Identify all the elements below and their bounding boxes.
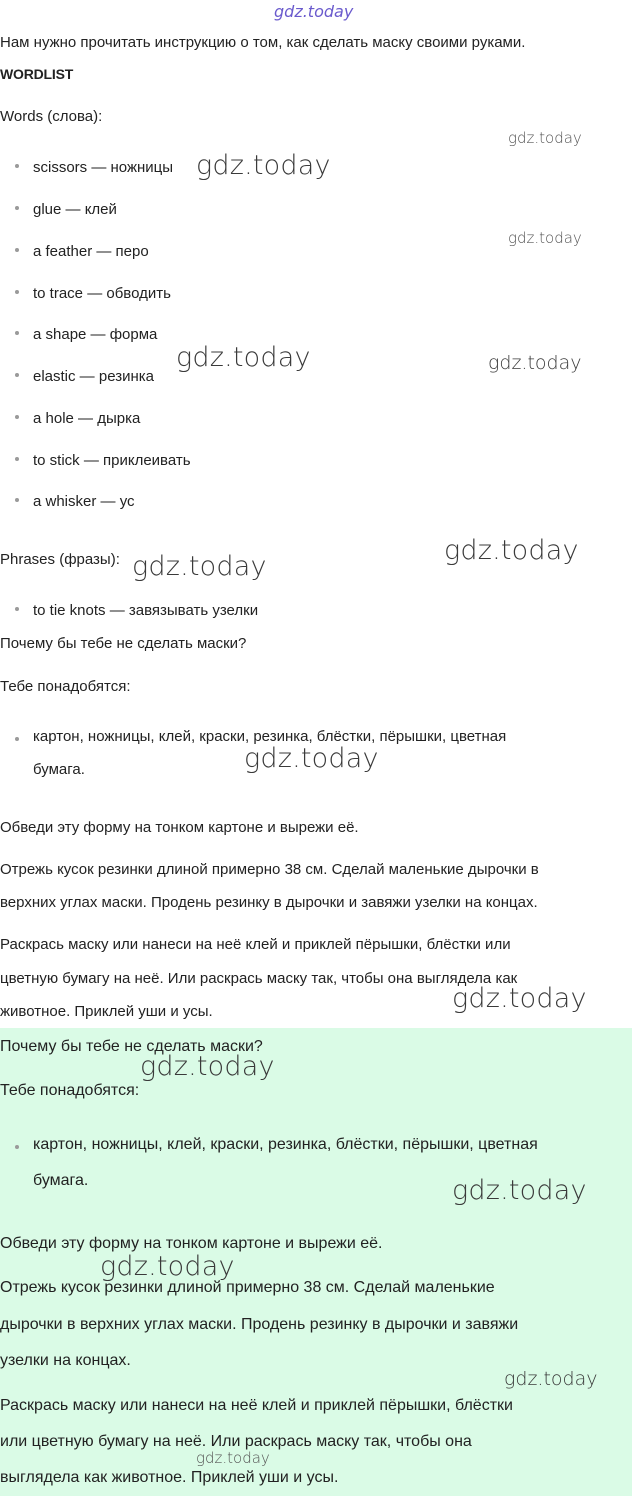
bullet-icon bbox=[15, 737, 19, 741]
watermark: gdz.today bbox=[488, 352, 582, 374]
bullet-icon bbox=[15, 164, 19, 168]
step-2-line: верхних углах маски. Продень резинку в дырочки и завяжи узелки на концах. bbox=[0, 894, 538, 911]
phrases-label: Phrases (фразы): bbox=[0, 551, 120, 568]
intro-text: Нам нужно прочитать инструкцию о том, как сделать маску своими руками. bbox=[0, 34, 526, 51]
watermark: gdz.today bbox=[176, 342, 311, 373]
watermark: gdz.today bbox=[244, 743, 379, 774]
bullet-icon bbox=[15, 206, 19, 210]
need-line: Тебе понадобятся: bbox=[0, 678, 131, 695]
bullet-icon bbox=[15, 331, 19, 335]
step-2-line: узелки на концах. bbox=[0, 1352, 131, 1369]
list-item: a shape — форма bbox=[15, 326, 157, 343]
list-item: a hole — дырка bbox=[15, 410, 140, 427]
step-1: Обведи эту форму на тонком картоне и вырежи её. bbox=[0, 1235, 383, 1252]
list-item: glue — клей bbox=[15, 201, 117, 218]
list-item: a feather — перо bbox=[15, 243, 149, 260]
site-logo[interactable]: gdz.today bbox=[274, 2, 354, 21]
step-3-line: выглядела как животное. Приклей уши и усы. bbox=[0, 1469, 339, 1486]
watermark: gdz.today bbox=[444, 535, 579, 566]
watermark: gdz.today bbox=[508, 229, 582, 247]
bullet-icon bbox=[15, 290, 19, 294]
list-item: scissors — ножницы bbox=[15, 159, 173, 176]
list-item: to stick — приклеивать bbox=[15, 452, 191, 469]
watermark: gdz.today bbox=[504, 1368, 598, 1390]
step-3-line: или цветную бумагу на неё. Или раскрась маску так, чтобы она bbox=[0, 1433, 472, 1450]
need-line: Тебе понадобятся: bbox=[0, 1082, 140, 1099]
step-2-line: Отрежь кусок резинки длиной примерно 38 см. Сделай маленькие дырочки в bbox=[0, 861, 539, 878]
step-2-line: дырочки в верхних углах маски. Продень резинку в дырочки и завяжи bbox=[0, 1316, 519, 1333]
watermark: gdz.today bbox=[452, 983, 587, 1014]
words-label: Words (слова): bbox=[0, 108, 103, 125]
list-item: a whisker — ус bbox=[15, 493, 135, 510]
bullet-icon bbox=[15, 607, 19, 611]
wordlist-heading: WORDLIST bbox=[0, 66, 74, 82]
question-line: Почему бы тебе не сделать маски? bbox=[0, 1038, 263, 1055]
watermark: gdz.today bbox=[140, 1051, 275, 1082]
step-1: Обведи эту форму на тонком картоне и вырежи её. bbox=[0, 819, 359, 836]
bullet-icon bbox=[15, 498, 19, 502]
bullet-icon bbox=[15, 457, 19, 461]
list-item: elastic — резинка bbox=[15, 368, 154, 385]
watermark: gdz.today bbox=[100, 1251, 235, 1282]
list-item: to trace — обводить bbox=[15, 285, 171, 302]
step-3-line: Раскрась маску или нанеси на неё клей и приклей пёрышки, блёстки или bbox=[0, 936, 511, 953]
watermark: gdz.today bbox=[508, 129, 582, 147]
step-3-line: животное. Приклей уши и усы. bbox=[0, 1003, 213, 1020]
watermark: gdz.today bbox=[196, 150, 331, 181]
step-3-line: цветную бумагу на неё. Или раскрась маску так, чтобы она выглядела как bbox=[0, 970, 518, 987]
bullet-icon bbox=[15, 373, 19, 377]
watermark: gdz.today bbox=[196, 1449, 270, 1467]
question-line: Почему бы тебе не сделать маски? bbox=[0, 635, 247, 652]
watermark: gdz.today bbox=[452, 1175, 587, 1206]
bullet-icon bbox=[15, 248, 19, 252]
bullet-icon bbox=[15, 415, 19, 419]
step-2-line: Отрежь кусок резинки длиной примерно 38 см. Сделай маленькие bbox=[0, 1279, 495, 1296]
bullet-icon bbox=[15, 1145, 19, 1149]
list-item: to tie knots — завязывать узелки bbox=[15, 602, 258, 619]
step-3-line: Раскрась маску или нанеси на неё клей и приклей пёрышки, блёстки bbox=[0, 1397, 513, 1414]
watermark: gdz.today bbox=[132, 551, 267, 582]
